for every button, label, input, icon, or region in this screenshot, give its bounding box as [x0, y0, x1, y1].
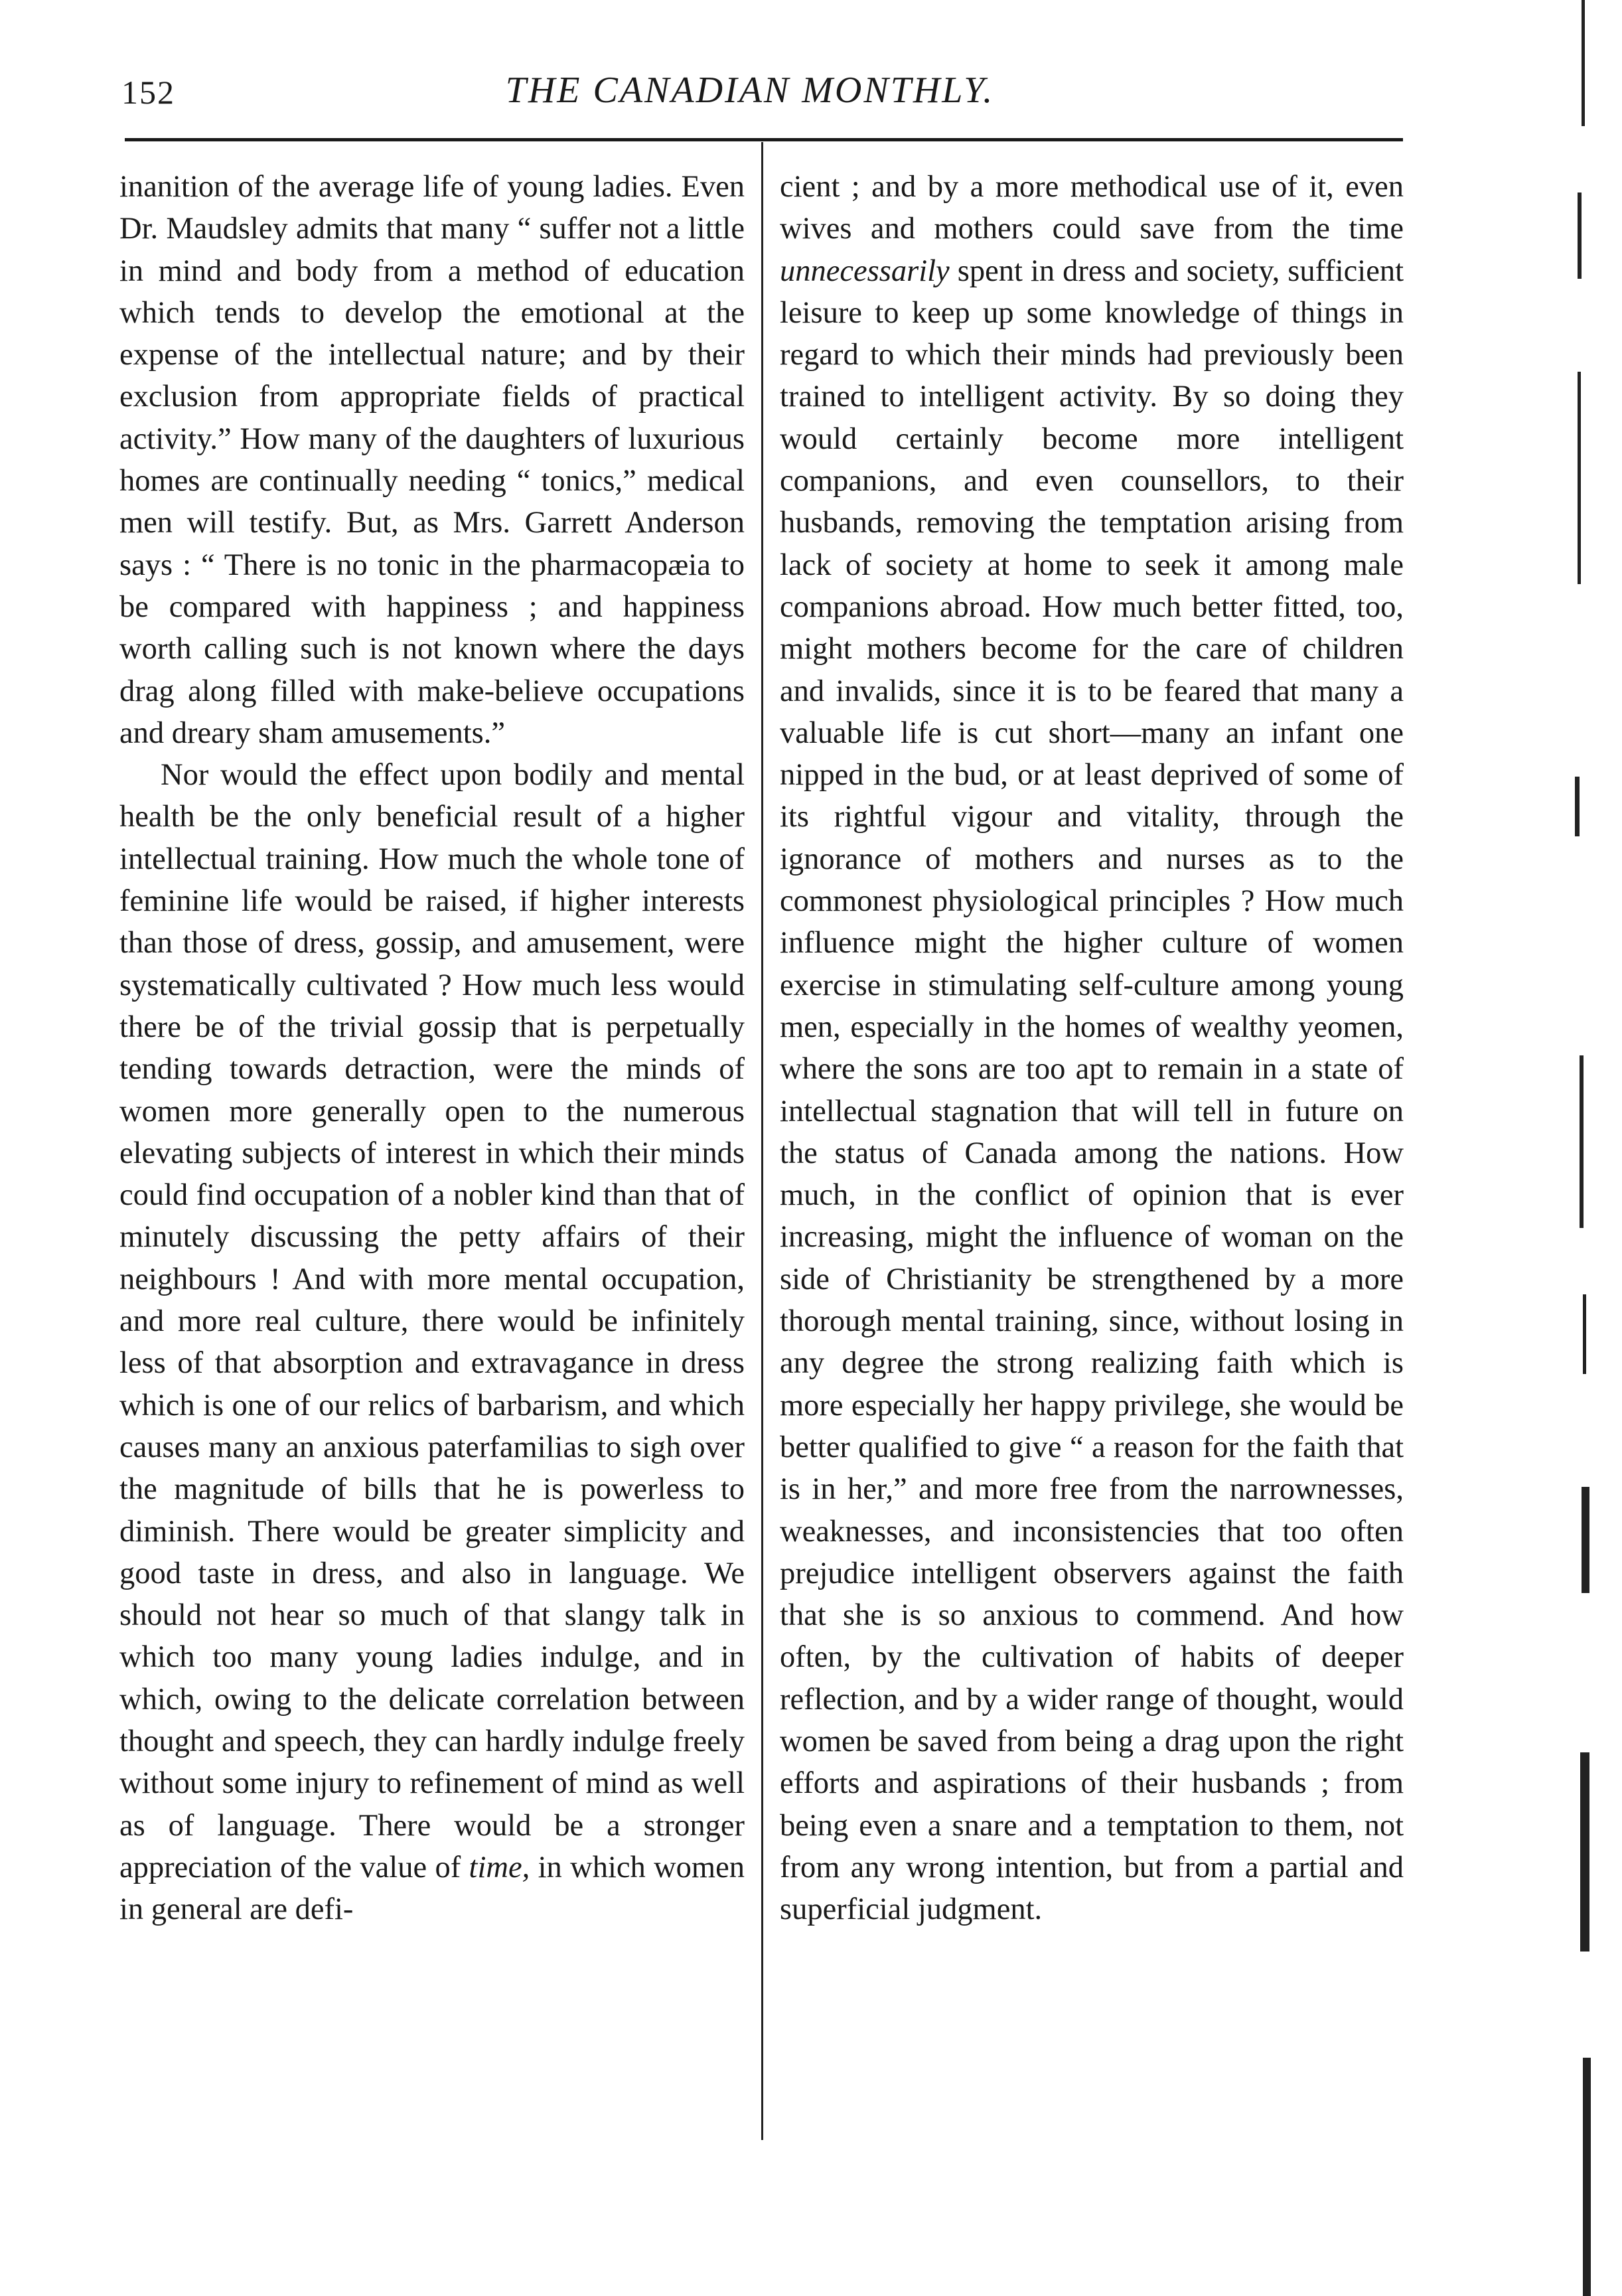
column-rule	[761, 142, 763, 2140]
right-column	[780, 166, 1404, 1930]
left-paragraph-2-emphasis: time,	[469, 1850, 530, 1884]
right-paragraph-1-tail: spent in dress and society, sufficient leisure to keep up some knowledge of things in regard to which their minds had previously been trained to intelligent activity. By so doing they would certainly become more intelligent companions, and even counsellors, to their husbands, removing the temptation arising from lack of society at home to seek it among male companions abroad. How much better fitted, too, might mothers become for the care of children and invalids, since it is to be feared that many a valuable life is cut short—many an infant one nipped in the bud, or at least deprived of some of its rightful vigour and vitality, through the ignorance of mothers and nurses as to the commonest physiological principles ? How much influence might the higher culture of women exercise in stimulating self-culture among young men, especially in the homes of wealthy yeomen, where the sons are too apt to remain in a state of intellectual stagnation that will tell in future on the status of Canada among the nations. How much, in the conflict of opinion that is ever increasing, might the influence of woman on the side of Christianity be strengthened by a more thorough mental training, since, without losing in any degree the strong realizing faith which is more especially her happy privilege, she would be better qualified to give “ a reason for the faith that is in her,” and more free from the narrownesses, weaknesses, and inconsistencies that too often prejudice intelligent observers against the faith that she is so anxious to commend. And how often, by the cultivation of habits of deeper reflection, and by a wider range of thought, would women be saved from being a drag upon the right efforts and aspirations of their husbands ; from being even a snare and a temptation to them, not from any wrong intention, but from a partial and superficial judgment.	[780, 254, 1404, 1927]
left-paragraph-1-text: inanition of the average life of young ladies. Even Dr. Maudsley admits that many “ suffer not a little in mind and body from a method of education which tends to develop the emotional at the expense of the intellectual nature; and by their exclusion from appropriate fields of practical activity.” How many of the daughters of luxurious homes are continually needing “ tonics,” medical men will testify. But, as Mrs. Garrett Anderson says : “ There is no tonic in the pharmacopæia to be compared with happiness ; and happiness worth calling such is not known where the days drag along filled with make-believe occupations and dreary sham amusements.”	[119, 170, 745, 750]
binding-edge	[1570, 0, 1622, 2296]
left-paragraph-1	[119, 166, 745, 754]
running-title: THE CANADIAN MONTHLY.	[505, 70, 995, 111]
right-paragraph-1	[780, 166, 1404, 1930]
left-paragraph-2	[119, 754, 745, 1930]
header-rule	[125, 138, 1403, 141]
left-column	[119, 166, 745, 1930]
right-paragraph-1-text: cient ; and by a more methodical use of it, even wives and mothers could save from the time	[780, 170, 1404, 246]
right-paragraph-1-emphasis: unnecessarily	[780, 254, 950, 288]
page-number: 152	[121, 74, 175, 111]
left-paragraph-2-tail: in which women in general are defi-	[119, 1850, 745, 1927]
left-paragraph-2-text: Nor would the effect upon bodily and mental health be the only beneficial result of a higher intellectual training. How much the whole tone of feminine life would be raised, if higher interests than those of dress, gossip, and amusement, were systematically cultivated ? How much less would there be of the trivial gossip that is perpetually tending towards detraction, were the minds of women more generally open to the numerous elevating subjects of interest in which their minds could find occupation of a nobler kind than that of minutely discussing the petty affairs of their neighbours ! And with more mental occupation, and more real culture, there would be infinitely less of that absorption and extravagance in dress which is one of our relics of barbarism, and which causes many an anxious paterfamilias to sigh over the magnitude of bills that he is powerless to diminish. There would be greater simplicity and good taste in dress, and also in language. We should not hear so much of that slangy talk in which too many young ladies indulge, and in which, owing to the delicate correlation between thought and speech, they can hardly indulge freely without some injury to refinement of mind as well as of language. There would be a stronger appreciation of the value of	[119, 758, 745, 1884]
page-header	[0, 0, 1622, 143]
